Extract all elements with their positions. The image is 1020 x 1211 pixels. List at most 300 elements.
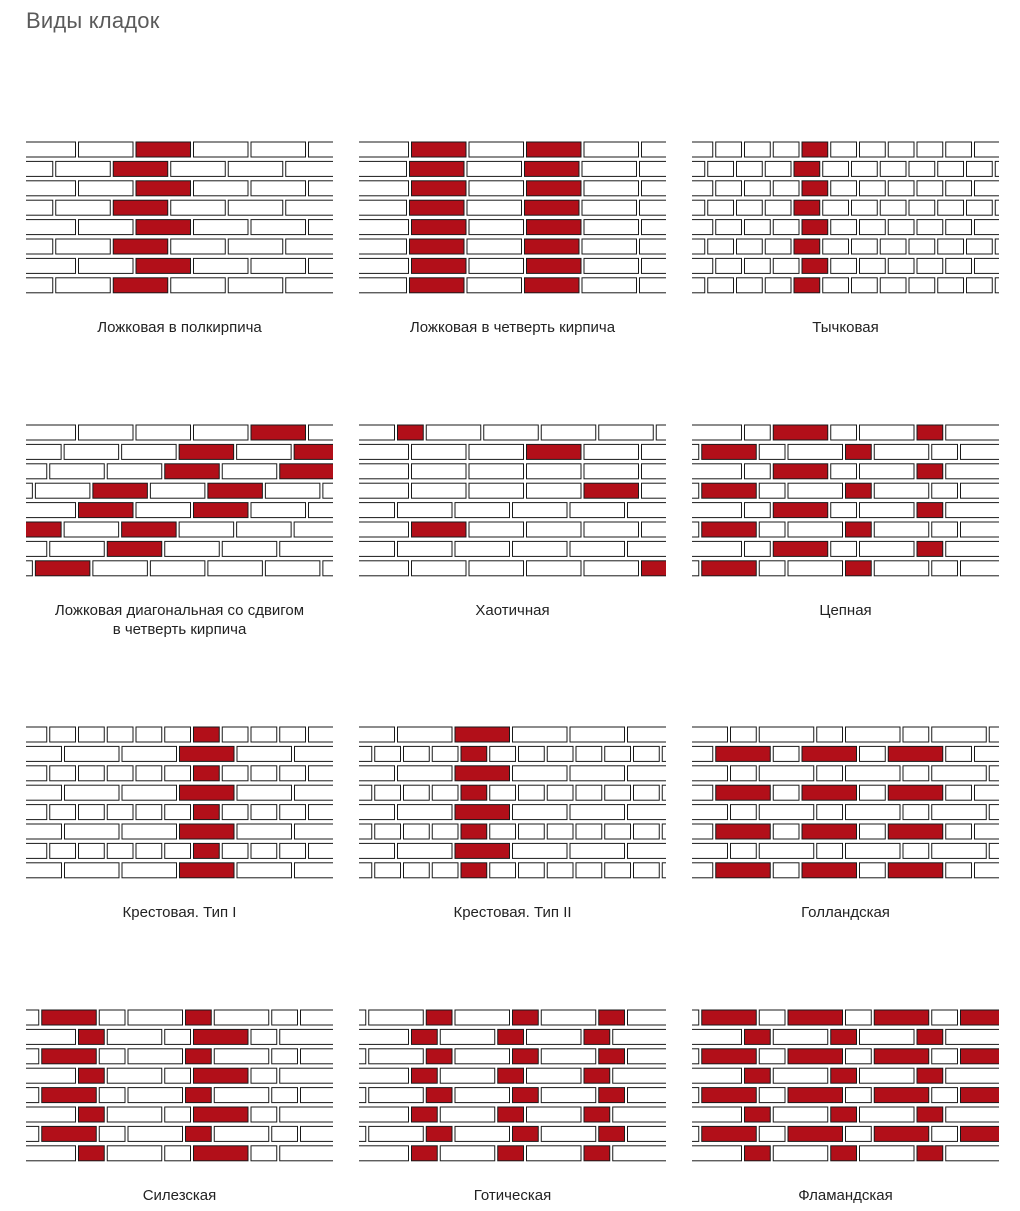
brick-dutch-r2-1 xyxy=(731,766,757,781)
brick-silesian-r4-6 xyxy=(272,1088,298,1103)
brick-chaotic-r5-5 xyxy=(642,522,667,537)
brick-gothic-r5-6 xyxy=(613,1107,666,1122)
pattern-panel-diagonal-stretcher xyxy=(26,423,333,638)
brick-chain-r1-5 xyxy=(874,444,929,459)
highlighted-brick-cross-2-r2-2 xyxy=(455,766,510,781)
brick-cross-2-r2-4 xyxy=(570,766,625,781)
highlighted-brick-half-stretcher-r2-2 xyxy=(136,181,191,196)
brick-diagonal-stretcher-r4-2 xyxy=(136,503,191,518)
highlighted-brick-chaotic-r1-3 xyxy=(527,444,582,459)
brick-header-r6-9 xyxy=(946,258,972,273)
brick-cross-2-r7-11 xyxy=(662,863,666,878)
brick-header-r3-0 xyxy=(692,200,705,215)
highlighted-brick-flemish-r2-1 xyxy=(702,1049,757,1064)
brick-header-r1-1 xyxy=(708,161,734,176)
brick-chain-r1-2 xyxy=(759,444,785,459)
brick-header-r1-11 xyxy=(995,161,999,176)
brick-chaotic-r4-1 xyxy=(398,503,453,518)
brick-cross-2-r4-0 xyxy=(359,805,395,820)
brick-quarter-stretcher-r0-4 xyxy=(584,142,639,157)
brick-silesian-r3-3 xyxy=(165,1068,191,1083)
caption-flemish: Фламандская xyxy=(798,1187,893,1204)
brick-header-r1-0 xyxy=(692,161,705,176)
highlighted-brick-dutch-r3-5 xyxy=(888,785,943,800)
brick-cross-2-r7-5 xyxy=(490,863,516,878)
brick-chain-r3-5 xyxy=(874,483,929,498)
highlighted-brick-chain-r2-5 xyxy=(917,464,943,479)
brick-diagonal-stretcher-r7-3 xyxy=(150,561,205,576)
brick-chain-r2-1 xyxy=(745,464,771,479)
brick-chaotic-r6-1 xyxy=(398,541,453,556)
brick-quarter-stretcher-r0-2 xyxy=(469,142,524,157)
brick-cross-1-r0-5 xyxy=(165,727,191,742)
highlighted-brick-silesian-r5-1 xyxy=(79,1107,105,1122)
highlighted-brick-chain-r1-1 xyxy=(702,444,757,459)
brick-silesian-r6-3 xyxy=(128,1126,183,1141)
highlighted-brick-chain-r3-1 xyxy=(702,483,757,498)
highlighted-brick-quarter-stretcher-r6-3 xyxy=(527,258,582,273)
brick-silesian-r1-2 xyxy=(107,1029,162,1044)
brick-flemish-r2-0 xyxy=(692,1049,699,1064)
brick-diagonal-stretcher-r7-0 xyxy=(26,561,32,576)
brick-chain-r6-3 xyxy=(831,541,857,556)
highlighted-brick-cross-1-r5-3 xyxy=(180,824,235,839)
brick-gothic-r5-0 xyxy=(359,1107,409,1122)
brick-gothic-r2-1 xyxy=(369,1049,424,1064)
highlighted-brick-header-r6-4 xyxy=(802,258,828,273)
brick-cross-1-r6-9 xyxy=(280,843,306,858)
brick-cross-2-r7-10 xyxy=(634,863,660,878)
brick-header-r5-11 xyxy=(995,239,999,254)
brick-quarter-stretcher-r2-2 xyxy=(469,181,524,196)
brick-quarter-stretcher-r4-2 xyxy=(469,220,524,235)
brick-cross-2-r5-5 xyxy=(490,824,516,839)
brick-cross-2-r7-2 xyxy=(404,863,430,878)
brick-header-r1-6 xyxy=(852,161,878,176)
brick-cross-2-r3-9 xyxy=(605,785,631,800)
brick-cross-2-r0-5 xyxy=(628,727,667,742)
brick-dutch-r7-0 xyxy=(692,863,713,878)
brick-diagonal-stretcher-r5-1 xyxy=(64,522,119,537)
highlighted-brick-silesian-r2-4 xyxy=(186,1049,212,1064)
brick-quarter-stretcher-r1-4 xyxy=(582,161,637,176)
brick-flemish-r3-2 xyxy=(773,1068,828,1083)
highlighted-brick-flemish-r6-5 xyxy=(874,1126,929,1141)
highlighted-brick-chaotic-r5-1 xyxy=(412,522,467,537)
brick-cross-1-r1-5 xyxy=(295,746,334,761)
highlighted-brick-gothic-r6-4 xyxy=(513,1126,539,1141)
brick-quarter-stretcher-r0-0 xyxy=(359,142,409,157)
brick-half-stretcher-r0-1 xyxy=(79,142,134,157)
brick-header-r1-8 xyxy=(909,161,935,176)
brick-silesian-r5-5 xyxy=(251,1107,277,1122)
brick-cross-1-r3-4 xyxy=(237,785,292,800)
caption-header: Тычковая xyxy=(812,319,879,336)
brick-cross-2-r4-4 xyxy=(570,805,625,820)
brick-gothic-r0-0 xyxy=(359,1010,366,1025)
caption-diagonal-stretcher: Ложковая диагональная со сдвигом в четверть кирпича xyxy=(54,602,305,638)
brick-half-stretcher-r1-3 xyxy=(171,161,226,176)
highlighted-brick-flemish-r0-5 xyxy=(874,1010,929,1025)
brick-header-r4-10 xyxy=(975,220,1000,235)
brick-cross-2-r7-7 xyxy=(547,863,573,878)
brick-diagonal-stretcher-r5-3 xyxy=(179,522,234,537)
brick-half-stretcher-r6-3 xyxy=(194,258,249,273)
brick-cross-1-r7-4 xyxy=(237,863,292,878)
brick-dutch-r4-1 xyxy=(731,805,757,820)
brick-quarter-stretcher-r6-5 xyxy=(642,258,667,273)
brick-diagonal-stretcher-r0-2 xyxy=(136,425,191,440)
brick-header-r2-5 xyxy=(831,181,857,196)
brick-flemish-r2-2 xyxy=(759,1049,785,1064)
brick-cross-2-r0-4 xyxy=(570,727,625,742)
brick-header-r7-6 xyxy=(852,278,878,293)
brick-diagonal-stretcher-r1-1 xyxy=(64,444,119,459)
highlighted-brick-cross-1-r0-6 xyxy=(194,727,220,742)
highlighted-brick-cross-2-r1-4 xyxy=(461,746,487,761)
brick-cross-2-r3-8 xyxy=(576,785,602,800)
brick-header-r2-0 xyxy=(692,181,713,196)
brick-silesian-r6-2 xyxy=(99,1126,125,1141)
highlighted-brick-flemish-r7-1 xyxy=(745,1146,771,1161)
brick-cross-1-r3-5 xyxy=(295,785,334,800)
brick-flemish-r5-4 xyxy=(860,1107,915,1122)
brick-cross-1-r6-3 xyxy=(107,843,133,858)
brick-silesian-r1-0 xyxy=(26,1029,76,1044)
brick-header-r4-6 xyxy=(860,220,886,235)
brick-half-stretcher-r5-3 xyxy=(171,239,226,254)
brick-cross-2-r4-5 xyxy=(628,805,667,820)
brick-header-r6-1 xyxy=(716,258,742,273)
highlighted-brick-quarter-stretcher-r6-1 xyxy=(412,258,467,273)
highlighted-brick-gothic-r3-1 xyxy=(412,1068,438,1083)
highlighted-brick-half-stretcher-r6-2 xyxy=(136,258,191,273)
highlighted-brick-flemish-r1-3 xyxy=(831,1029,857,1044)
pattern-panel-cross-2 xyxy=(359,725,666,921)
brick-header-r7-2 xyxy=(737,278,763,293)
brick-chain-r0-3 xyxy=(831,425,857,440)
brick-cross-2-r5-10 xyxy=(634,824,660,839)
brick-flemish-r7-2 xyxy=(773,1146,828,1161)
brick-diagonal-stretcher-r4-0 xyxy=(26,503,76,518)
brick-wall-dutch xyxy=(692,725,999,880)
brick-header-r5-1 xyxy=(708,239,734,254)
brick-quarter-stretcher-r3-4 xyxy=(582,200,637,215)
brick-silesian-r3-2 xyxy=(107,1068,162,1083)
brick-chain-r4-0 xyxy=(692,503,742,518)
brick-flemish-r0-0 xyxy=(692,1010,699,1025)
brick-dutch-r7-2 xyxy=(773,863,799,878)
caption-chaotic: Хаотичная xyxy=(475,602,550,619)
highlighted-brick-flemish-r0-3 xyxy=(788,1010,843,1025)
highlighted-brick-flemish-r0-1 xyxy=(702,1010,757,1025)
brick-silesian-r5-3 xyxy=(165,1107,191,1122)
brick-quarter-stretcher-r5-0 xyxy=(359,239,407,254)
brick-dutch-r5-4 xyxy=(860,824,886,839)
brick-gothic-r0-7 xyxy=(628,1010,667,1025)
pattern-panel-dutch xyxy=(692,725,999,921)
brick-cross-2-r0-1 xyxy=(398,727,453,742)
brick-chaotic-r2-1 xyxy=(412,464,467,479)
brick-cross-2-r3-7 xyxy=(547,785,573,800)
brick-cross-1-r6-4 xyxy=(136,843,162,858)
brick-header-r4-1 xyxy=(716,220,742,235)
brick-quarter-stretcher-r1-2 xyxy=(467,161,522,176)
highlighted-brick-cross-1-r4-6 xyxy=(194,805,220,820)
brick-chain-r4-4 xyxy=(860,503,915,518)
brick-chaotic-r1-1 xyxy=(412,444,467,459)
brick-cross-2-r2-0 xyxy=(359,766,395,781)
brick-quarter-stretcher-r4-0 xyxy=(359,220,409,235)
brick-chaotic-r0-3 xyxy=(484,425,539,440)
brick-header-r1-3 xyxy=(765,161,791,176)
highlighted-brick-chain-r1-4 xyxy=(846,444,872,459)
brick-diagonal-stretcher-r7-2 xyxy=(93,561,148,576)
brick-cross-2-r1-1 xyxy=(375,746,401,761)
brick-header-r6-2 xyxy=(745,258,771,273)
highlighted-brick-dutch-r7-5 xyxy=(888,863,943,878)
brick-cross-2-r1-6 xyxy=(519,746,545,761)
brick-chain-r5-6 xyxy=(932,522,958,537)
brick-cross-1-r7-2 xyxy=(122,863,177,878)
brick-cross-2-r5-8 xyxy=(576,824,602,839)
brick-silesian-r2-0 xyxy=(26,1049,39,1064)
brick-header-r5-9 xyxy=(938,239,964,254)
highlighted-brick-dutch-r5-1 xyxy=(716,824,771,839)
brick-quarter-stretcher-r7-2 xyxy=(467,278,522,293)
brick-diagonal-stretcher-r0-5 xyxy=(309,425,334,440)
brick-flemish-r1-4 xyxy=(860,1029,915,1044)
highlighted-brick-dutch-r3-3 xyxy=(802,785,857,800)
brick-header-r7-0 xyxy=(692,278,705,293)
brick-chaotic-r0-4 xyxy=(541,425,596,440)
brick-header-r4-5 xyxy=(831,220,857,235)
highlighted-brick-gothic-r4-6 xyxy=(599,1088,625,1103)
brick-dutch-r5-6 xyxy=(946,824,972,839)
brick-cross-2-r2-5 xyxy=(628,766,667,781)
brick-half-stretcher-r3-3 xyxy=(171,200,226,215)
brick-chaotic-r7-3 xyxy=(527,561,582,576)
pattern-panel-header xyxy=(692,140,999,336)
brick-cross-1-r7-0 xyxy=(26,863,62,878)
brick-chaotic-r1-5 xyxy=(642,444,667,459)
brick-dutch-r5-7 xyxy=(975,824,1000,839)
caption-gothic: Готическая xyxy=(473,1187,552,1204)
brick-chain-r5-3 xyxy=(788,522,843,537)
brick-cross-1-r6-8 xyxy=(251,843,277,858)
brick-gothic-r4-7 xyxy=(628,1088,667,1103)
brick-dutch-r6-4 xyxy=(846,843,901,858)
brick-half-stretcher-r6-5 xyxy=(309,258,334,273)
brick-silesian-r0-7 xyxy=(301,1010,334,1025)
caption-silesian: Силезская xyxy=(142,1187,217,1204)
brick-silesian-r3-5 xyxy=(251,1068,277,1083)
brick-chaotic-r6-3 xyxy=(513,541,568,556)
brick-header-r1-2 xyxy=(737,161,763,176)
brick-diagonal-stretcher-r7-4 xyxy=(208,561,263,576)
brick-gothic-r4-5 xyxy=(541,1088,596,1103)
brick-wall-cross-1 xyxy=(26,725,333,880)
brick-gothic-r1-0 xyxy=(359,1029,409,1044)
brick-diagonal-stretcher-r1-0 xyxy=(26,444,61,459)
brick-diagonal-stretcher-r7-5 xyxy=(265,561,320,576)
highlighted-brick-gothic-r0-2 xyxy=(426,1010,452,1025)
brick-chaotic-r6-4 xyxy=(570,541,625,556)
brick-cross-2-r1-11 xyxy=(662,746,666,761)
brick-cross-2-r5-11 xyxy=(662,824,666,839)
brick-cross-1-r3-2 xyxy=(122,785,177,800)
highlighted-brick-flemish-r4-1 xyxy=(702,1088,757,1103)
brick-cross-1-r3-1 xyxy=(65,785,120,800)
brick-diagonal-stretcher-r3-1 xyxy=(35,483,90,498)
brick-chain-r6-4 xyxy=(860,541,915,556)
brick-flemish-r3-6 xyxy=(946,1068,999,1083)
brick-chain-r4-1 xyxy=(745,503,771,518)
brick-diagonal-stretcher-r0-0 xyxy=(26,425,76,440)
highlighted-brick-diagonal-stretcher-r2-5 xyxy=(280,464,333,479)
brick-flemish-r4-0 xyxy=(692,1088,699,1103)
brick-cross-2-r7-1 xyxy=(375,863,401,878)
highlighted-brick-quarter-stretcher-r1-3 xyxy=(525,161,580,176)
brick-header-r2-10 xyxy=(975,181,1000,196)
brick-cross-1-r4-10 xyxy=(309,805,334,820)
brick-header-r4-2 xyxy=(745,220,771,235)
highlighted-brick-cross-2-r4-2 xyxy=(455,805,510,820)
brick-chaotic-r7-4 xyxy=(584,561,639,576)
brick-half-stretcher-r1-4 xyxy=(228,161,283,176)
brick-gothic-r6-3 xyxy=(455,1126,510,1141)
brick-cross-2-r5-1 xyxy=(375,824,401,839)
brick-half-stretcher-r3-1 xyxy=(56,200,111,215)
brick-silesian-r4-3 xyxy=(128,1088,183,1103)
highlighted-brick-cross-1-r7-3 xyxy=(180,863,235,878)
brick-chaotic-r5-2 xyxy=(469,522,524,537)
brick-half-stretcher-r1-1 xyxy=(56,161,111,176)
highlighted-brick-dutch-r1-5 xyxy=(888,746,943,761)
brick-cross-2-r3-5 xyxy=(490,785,516,800)
brick-header-r2-1 xyxy=(716,181,742,196)
brick-cross-1-r2-9 xyxy=(280,766,306,781)
brick-flemish-r4-4 xyxy=(846,1088,872,1103)
brick-dutch-r5-2 xyxy=(773,824,799,839)
highlighted-brick-chain-r5-4 xyxy=(846,522,872,537)
brick-chaotic-r1-2 xyxy=(469,444,524,459)
highlighted-brick-silesian-r1-4 xyxy=(194,1029,249,1044)
brick-silesian-r2-7 xyxy=(301,1049,334,1064)
brick-gothic-r0-1 xyxy=(369,1010,424,1025)
highlighted-brick-flemish-r4-7 xyxy=(961,1088,1000,1103)
brick-cross-1-r0-3 xyxy=(107,727,133,742)
brick-chain-r0-6 xyxy=(946,425,999,440)
brick-silesian-r2-3 xyxy=(128,1049,183,1064)
brick-diagonal-stretcher-r0-3 xyxy=(194,425,249,440)
brick-header-r2-8 xyxy=(917,181,943,196)
brick-diagonal-stretcher-r5-5 xyxy=(294,522,333,537)
brick-cross-2-r7-9 xyxy=(605,863,631,878)
brick-header-r2-6 xyxy=(860,181,886,196)
highlighted-brick-quarter-stretcher-r0-1 xyxy=(412,142,467,157)
brick-dutch-r2-3 xyxy=(817,766,843,781)
brick-header-r2-9 xyxy=(946,181,972,196)
brick-quarter-stretcher-r6-2 xyxy=(469,258,524,273)
brick-silesian-r6-6 xyxy=(272,1126,298,1141)
highlighted-brick-gothic-r3-3 xyxy=(498,1068,524,1083)
brick-header-r4-8 xyxy=(917,220,943,235)
brick-half-stretcher-r0-3 xyxy=(194,142,249,157)
brick-half-stretcher-r5-1 xyxy=(56,239,111,254)
highlighted-brick-silesian-r7-1 xyxy=(79,1146,105,1161)
brick-chain-r3-2 xyxy=(759,483,785,498)
highlighted-brick-quarter-stretcher-r1-1 xyxy=(410,161,465,176)
brick-header-r4-9 xyxy=(946,220,972,235)
brick-header-r3-6 xyxy=(852,200,878,215)
brick-dutch-r5-0 xyxy=(692,824,713,839)
brick-chaotic-r0-2 xyxy=(426,425,481,440)
highlighted-brick-flemish-r7-3 xyxy=(831,1146,857,1161)
brick-cross-1-r4-1 xyxy=(50,805,76,820)
highlighted-brick-flemish-r6-3 xyxy=(788,1126,843,1141)
brick-diagonal-stretcher-r5-4 xyxy=(237,522,292,537)
brick-header-r5-10 xyxy=(967,239,993,254)
highlighted-brick-gothic-r0-6 xyxy=(599,1010,625,1025)
highlighted-brick-gothic-r3-5 xyxy=(584,1068,610,1083)
highlighted-brick-gothic-r2-4 xyxy=(513,1049,539,1064)
brick-silesian-r6-5 xyxy=(214,1126,269,1141)
brick-header-r5-0 xyxy=(692,239,705,254)
highlighted-brick-header-r0-4 xyxy=(802,142,828,157)
brick-diagonal-stretcher-r2-2 xyxy=(107,464,162,479)
brick-cross-1-r5-5 xyxy=(295,824,334,839)
highlighted-brick-silesian-r5-4 xyxy=(194,1107,249,1122)
brick-gothic-r2-5 xyxy=(541,1049,596,1064)
brick-dutch-r0-6 xyxy=(932,727,987,742)
brick-gothic-r6-0 xyxy=(359,1126,366,1141)
brick-dutch-r3-6 xyxy=(946,785,972,800)
brick-header-r3-3 xyxy=(765,200,791,215)
highlighted-brick-flemish-r3-1 xyxy=(745,1068,771,1083)
brick-chaotic-r0-5 xyxy=(599,425,654,440)
brick-chaotic-r2-4 xyxy=(584,464,639,479)
brick-chain-r2-0 xyxy=(692,464,742,479)
brick-header-r5-8 xyxy=(909,239,935,254)
brick-flemish-r3-0 xyxy=(692,1068,742,1083)
highlighted-brick-header-r1-4 xyxy=(794,161,820,176)
brick-chain-r4-3 xyxy=(831,503,857,518)
brick-gothic-r6-5 xyxy=(541,1126,596,1141)
brick-chaotic-r3-3 xyxy=(527,483,582,498)
brick-silesian-r4-0 xyxy=(26,1088,39,1103)
brick-cross-2-r4-3 xyxy=(513,805,568,820)
brick-wall-chaotic xyxy=(359,423,666,578)
brick-silesian-r6-0 xyxy=(26,1126,39,1141)
brick-chaotic-r4-3 xyxy=(513,503,568,518)
highlighted-brick-quarter-stretcher-r4-3 xyxy=(527,220,582,235)
brick-header-r3-8 xyxy=(909,200,935,215)
brick-cross-1-r2-5 xyxy=(165,766,191,781)
highlighted-brick-diagonal-stretcher-r7-1 xyxy=(35,561,90,576)
highlighted-brick-diagonal-stretcher-r3-4 xyxy=(208,483,263,498)
brick-half-stretcher-r1-0 xyxy=(26,161,53,176)
brick-dutch-r1-4 xyxy=(860,746,886,761)
brick-chaotic-r4-5 xyxy=(628,503,667,518)
brick-silesian-r7-6 xyxy=(280,1146,333,1161)
brick-cross-1-r5-2 xyxy=(122,824,177,839)
brick-cross-1-r2-8 xyxy=(251,766,277,781)
brick-cross-2-r1-5 xyxy=(490,746,516,761)
highlighted-brick-chain-r4-2 xyxy=(773,503,828,518)
highlighted-brick-dutch-r7-3 xyxy=(802,863,857,878)
brick-chain-r1-7 xyxy=(961,444,1000,459)
